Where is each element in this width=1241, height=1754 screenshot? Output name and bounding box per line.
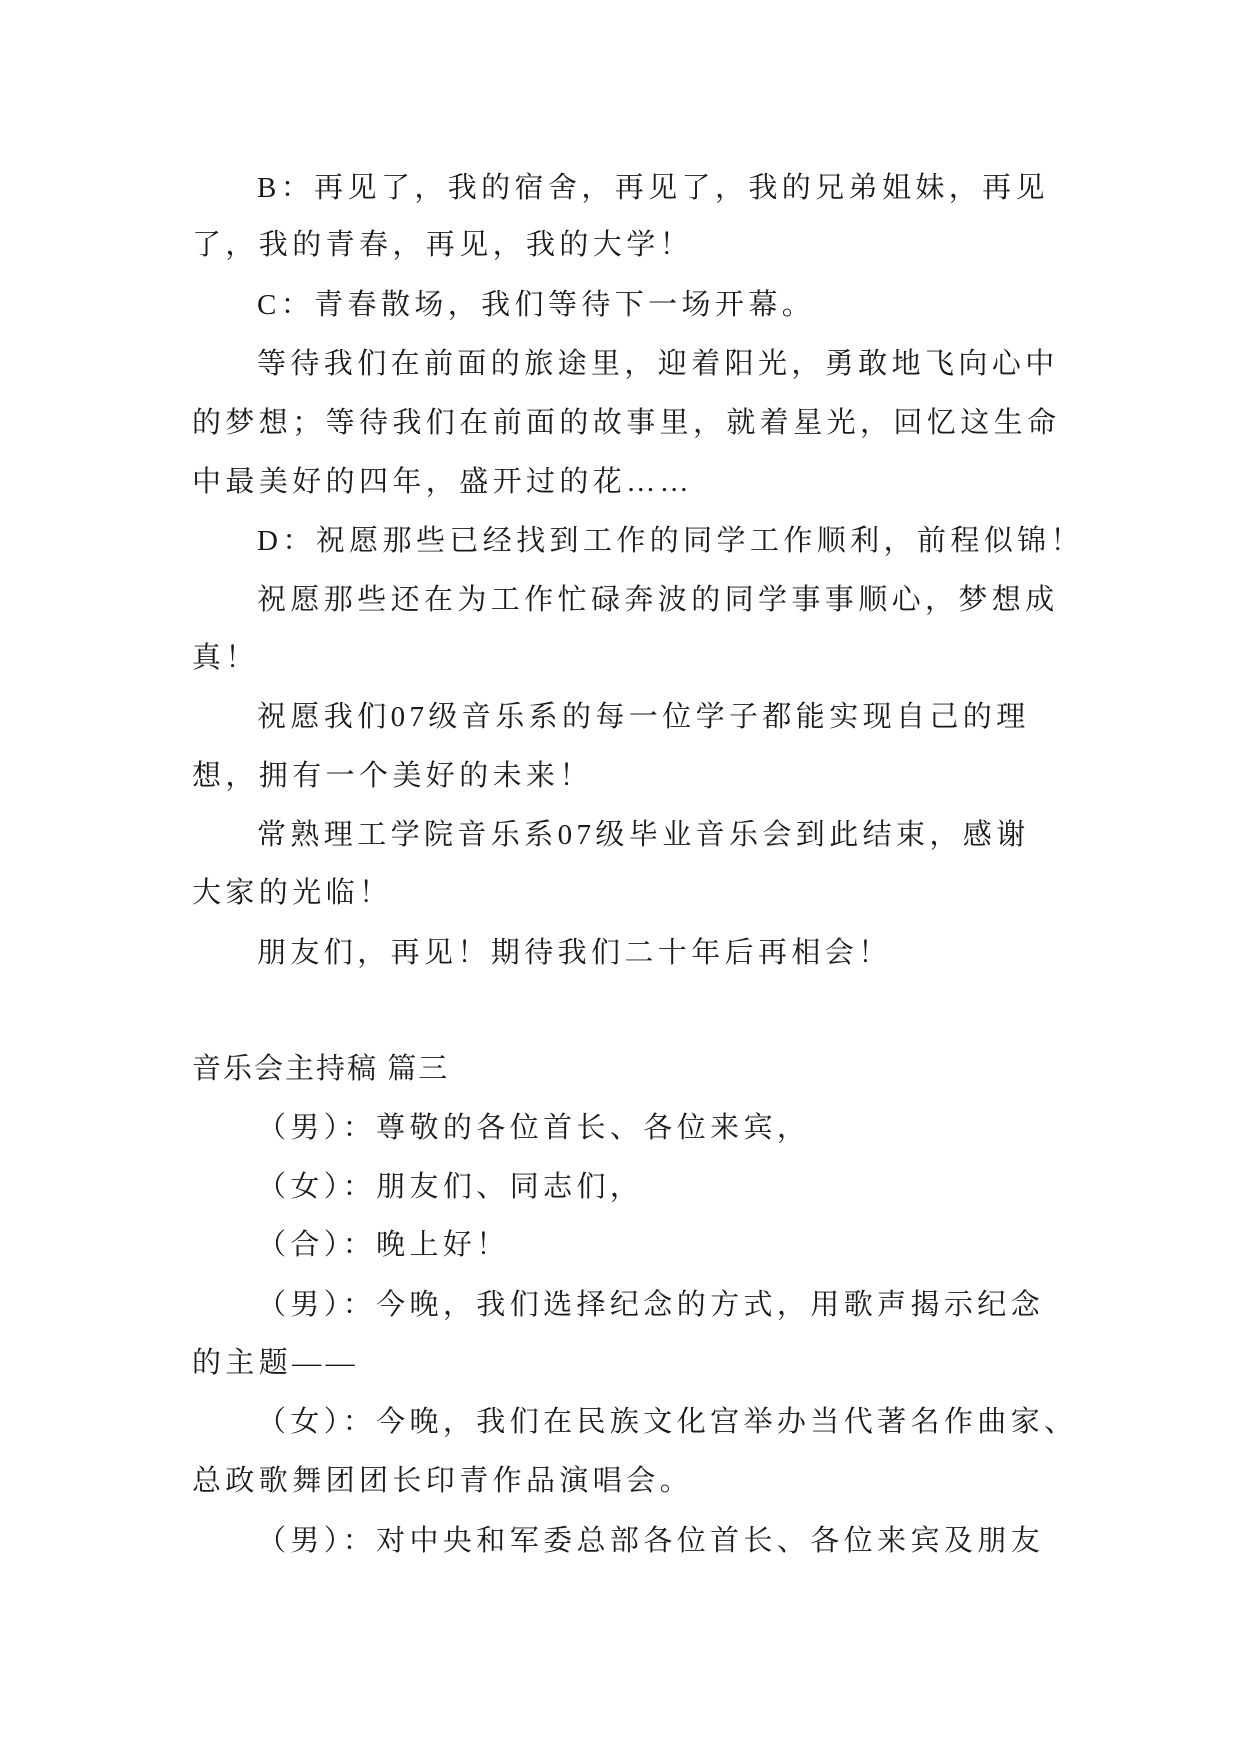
text-line: 祝愿那些还在为工作忙碌奔波的同学事事顺心，梦想成 [257, 584, 1059, 616]
text-line: （男）：对中央和军委总部各位首长、各位来宾及朋友 [257, 1525, 1045, 1557]
text-line: （男）：尊敬的各位首长、各位来宾， [257, 1112, 811, 1144]
text-line: 想，拥有一个美好的未来！ [192, 760, 593, 792]
text-line: （女）：今晚，我们在民族文化宫举办当代著名作曲家、 [257, 1406, 1078, 1438]
text-line: 祝愿我们07级音乐系的每一位学子都能实现自己的理 [257, 701, 1030, 733]
text-line: （女）：朋友们、同志们， [257, 1171, 644, 1203]
text-line: 中最美好的四年，盛开过的花…… [192, 466, 694, 498]
text-line: 真！ [192, 642, 259, 674]
text-line: 朋友们，再见！期待我们二十年后再相会！ [257, 937, 892, 969]
text-line: （合）：晚上好！ [257, 1229, 510, 1261]
text-line: 了，我的青春，再见，我的大学！ [192, 229, 694, 261]
text-line: D：祝愿那些已经找到工作的同学工作顺利，前程似锦！ [257, 525, 1084, 557]
text-line: 常熟理工学院音乐系07级毕业音乐会到此结束，感谢 [257, 819, 1030, 851]
text-line: （男）：今晚，我们选择纪念的方式，用歌声揭示纪念 [257, 1289, 1045, 1321]
text-line: C：青春散场，我们等待下一场开幕。 [257, 289, 816, 321]
text-line: 的梦想；等待我们在前面的故事里，就着星光，回忆这生命 [192, 407, 1061, 439]
section-heading: 音乐会主持稿 篇三 [192, 1053, 450, 1085]
text-line: 等待我们在前面的旅途里，迎着阳光，勇敢地飞向心中 [257, 348, 1059, 380]
text-line: 大家的光临！ [192, 877, 393, 909]
text-line: 的主题—— [192, 1347, 360, 1379]
text-line: 总政歌舞团团长印青作品演唱会。 [192, 1465, 694, 1497]
text-line: B：再见了，我的宿舍，再见了，我的兄弟姐妹，再见 [257, 172, 1049, 204]
